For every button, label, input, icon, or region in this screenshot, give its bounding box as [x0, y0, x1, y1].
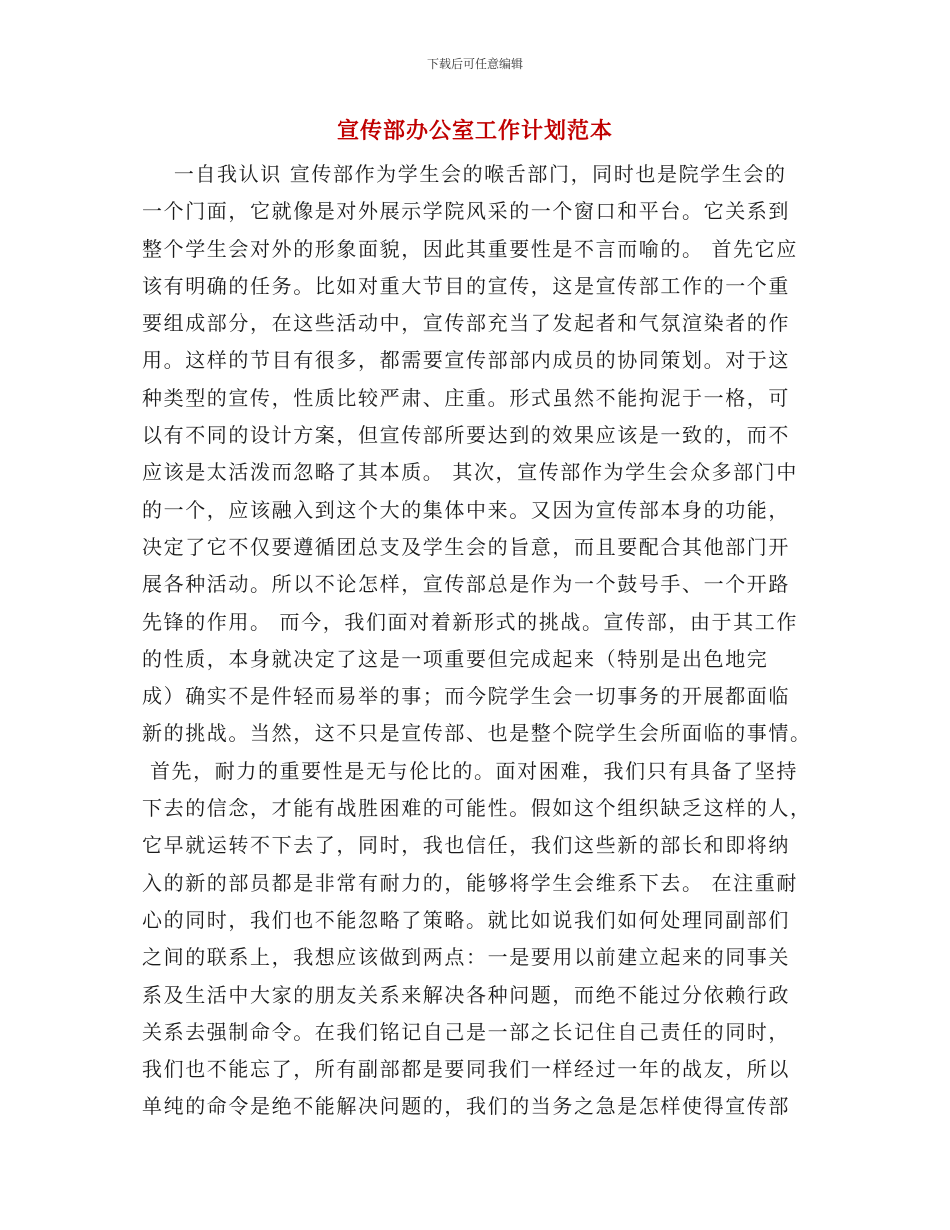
paragraph-line: 关系去强制命令。在我们铭记自己是一部之长记住自己责任的同时，	[142, 1019, 790, 1044]
paragraph-line: 入的新的部员都是非常有耐力的，能够将学生会维系下去。 在注重耐	[142, 870, 798, 895]
paragraph-line: 先锋的作用。 而今，我们面对着新形式的挑战。宣传部，由于其工作	[142, 609, 798, 634]
paragraph-line: 新的挑战。当然，这不只是宣传部、也是整个院学生会所面临的事情。	[142, 721, 812, 746]
paragraph-line: 用。这样的节目有很多，都需要宣传部部内成员的协同策划。对于这	[142, 348, 790, 373]
paragraph-line: 以有不同的设计方案，但宣传部所要达到的效果应该是一致的，而不	[142, 423, 790, 448]
paragraph-line: 心的同时，我们也不能忽略了策略。就比如说我们如何处理同副部们	[142, 907, 790, 932]
body-text	[142, 156, 812, 1126]
paragraph-line: 之间的联系上，我想应该做到两点：一是要用以前建立起来的同事关	[142, 945, 790, 970]
paragraph-line: 展各种活动。所以不论怎样，宣传部总是作为一个鼓号手、一个开路	[142, 572, 790, 597]
paragraph-line: 整个学生会对外的形象面貌，因此其重要性是不言而喻的。 首先它应	[142, 236, 798, 261]
paragraph-line: 我们也不能忘了，所有副部都是要同我们一样经过一年的战友，所以	[142, 1057, 790, 1082]
paragraph-line: 应该是太活泼而忽略了其本质。 其次，宣传部作为学生会众多部门中	[142, 460, 798, 485]
paragraph-line: 一自我认识 宣传部作为学生会的喉舌部门，同时也是院学生会的	[142, 162, 787, 186]
header-note: 下载后可任意编辑	[426, 57, 523, 71]
paragraph-line: 决定了它不仅要遵循团总支及学生会的旨意，而且要配合其他部门开	[142, 534, 790, 559]
paragraph-line: 要组成部分，在这些活动中，宣传部充当了发起者和气氛渲染者的作	[142, 311, 790, 336]
paragraph-line: 的一个，应该融入到这个大的集体中来。又因为宣传部本身的功能，	[142, 497, 790, 522]
paragraph-line: 系及生活中大家的朋友关系来解决各种问题，而绝不能过分依赖行政	[142, 982, 790, 1007]
paragraph-line: 下去的信念，才能有战胜困难的可能性。假如这个组织缺乏这样的人，	[142, 796, 812, 821]
paragraph-line: 的性质，本身就决定了这是一项重要但完成起来（特别是出色地完	[142, 646, 769, 671]
paragraph-line: 一个门面，它就像是对外展示学院风采的一个窗口和平台。它关系到	[142, 199, 790, 224]
paragraph-line: 种类型的宣传，性质比较严肃、庄重。形式虽然不能拘泥于一格，可	[142, 385, 790, 410]
document-title: 宣传部办公室工作计划范本	[336, 119, 613, 144]
paragraph-line: 该有明确的任务。比如对重大节目的宣传，这是宣传部工作的一个重	[142, 273, 790, 298]
paragraph-line: 首先，耐力的重要性是无与伦比的。面对困难，我们只有具备了坚持	[142, 758, 798, 783]
paragraph-line: 它早就运转不下去了，同时，我也信任，我们这些新的部长和即将纳	[142, 833, 790, 858]
paragraph-line: 成）确实不是件轻而易举的事；而今院学生会一切事务的开展都面临	[142, 684, 790, 709]
paragraph-line: 单纯的命令是绝不能解决问题的，我们的当务之急是怎样使得宣传部	[142, 1094, 790, 1119]
